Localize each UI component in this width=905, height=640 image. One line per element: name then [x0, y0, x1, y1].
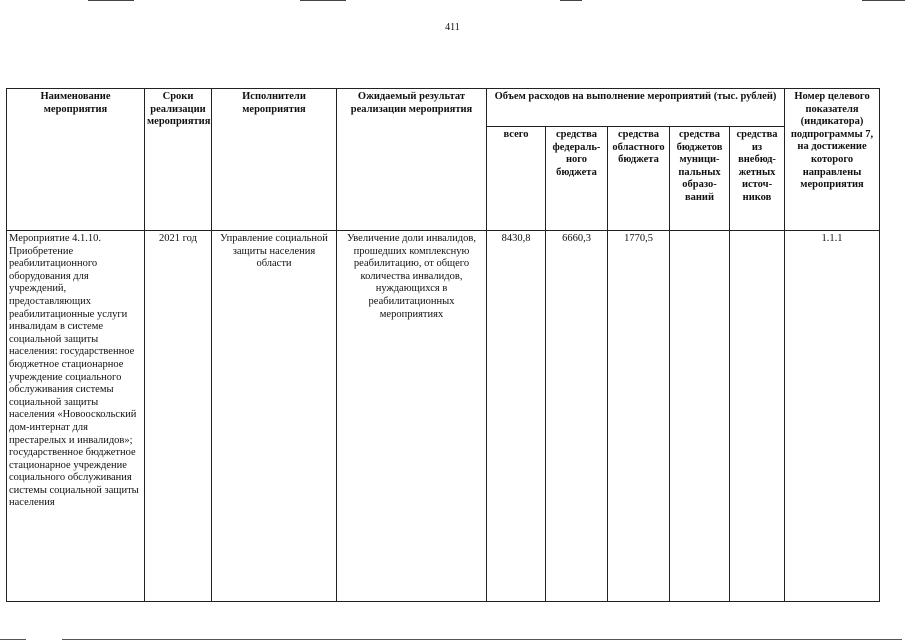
table-row	[7, 231, 880, 602]
cell-indicator: 1.1.1	[785, 231, 880, 602]
page-number: 411	[445, 22, 460, 33]
cell-regional: 1770,5	[608, 231, 670, 602]
header-executors: Исполнители мероприятия	[212, 89, 337, 231]
cell-executor: Управление социальной защиты населения области	[212, 231, 337, 602]
header-term-line2: мероприятия	[147, 116, 211, 128]
header-name: Наименование мероприятия	[7, 89, 145, 231]
cell-total: 8430,8	[487, 231, 546, 602]
header-target-indicator: Номер целевого показателя (индикатора) подпрограммы 7, на достижение которого направлены мероприятия	[785, 89, 880, 231]
scan-artifact-line	[862, 0, 905, 1]
cell-activity-name: Мероприятие 4.1.10. Приобретение реабилитационного оборудования для учреждений, предоставляющих реабилитационные услуги инвалидам в системе социальной защиты населения: государственное бюджетное стационарное учреждение социального обслуживания системы социальной защиты населения «Новооскольский дом-интернат для престарелых и инвалидов»; государственное бюджетное стационарное учреждение социального обслуживания системы социальной защиты населения	[7, 231, 145, 602]
header-term-line1: Сроки реализации	[150, 91, 206, 115]
header-expected-result: Ожидаемый результат реализации мероприятия	[337, 89, 487, 231]
subheader-total: всего	[487, 127, 546, 231]
activities-table	[6, 88, 880, 602]
header-term	[145, 89, 212, 231]
subheader-federal: средства федераль-ного бюджета	[546, 127, 608, 231]
header-row	[7, 89, 880, 127]
scan-artifact-line	[300, 0, 346, 1]
subheader-municipal: средства бюджетов муници-пальных образо-ваний	[670, 127, 730, 231]
cell-extrabudget	[730, 231, 785, 602]
cell-federal: 6660,3	[546, 231, 608, 602]
header-expenses-group: Объем расходов на выполнение мероприятий (тыс. рублей)	[487, 89, 785, 127]
cell-term: 2021 год	[145, 231, 212, 602]
cell-municipal	[670, 231, 730, 602]
subheader-extrabudget: средства из внебюд-жетных источ-ников	[730, 127, 785, 231]
cell-expected-result: Увеличение доли инвалидов, прошедших комплексную реабилитацию, от общего количества инвалидов, нуждающихся в реабилитационных мероприятиях	[337, 231, 487, 602]
scan-artifact-line	[88, 0, 134, 1]
scan-artifact-line	[560, 0, 582, 1]
subheader-regional: средства областного бюджета	[608, 127, 670, 231]
